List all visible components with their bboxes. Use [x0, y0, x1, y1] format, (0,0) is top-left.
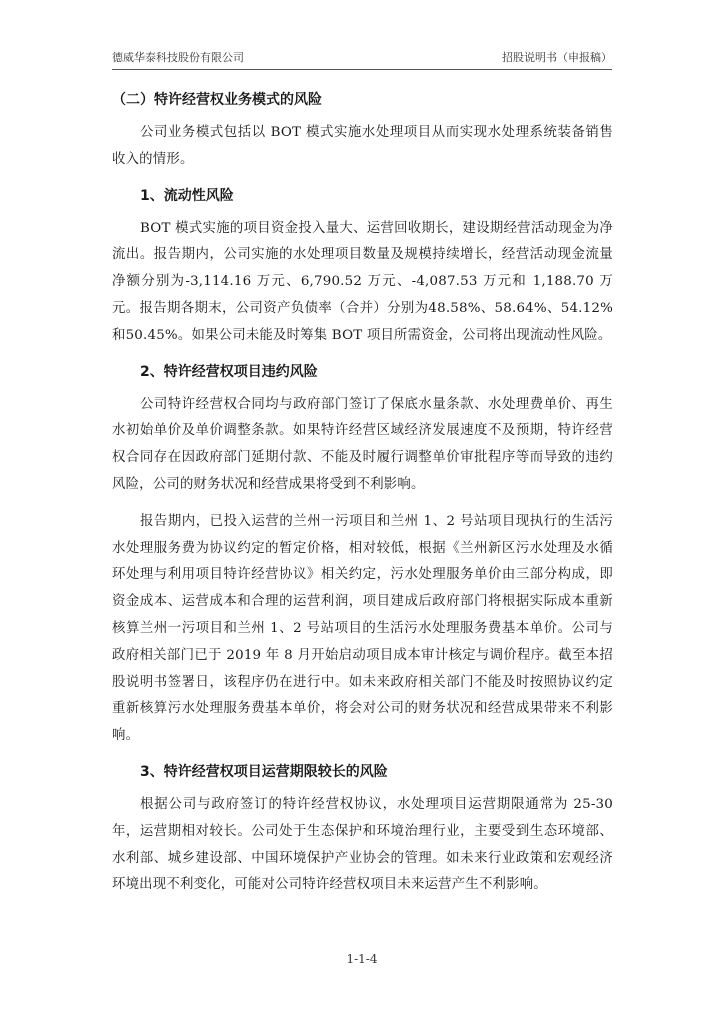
- section-intro: 公司业务模式包括以 BOT 模式实施水处理项目从而实现水处理系统装备销售收入的情形。: [112, 125, 613, 167]
- paragraph-default-2: 报告期内，已投入运营的兰州一污项目和兰州 1、2 号站项目现执行的生活污水处理服务费为协议约定的暂定价格，相对较低，根据《兰州新区污水处理及水循环处理与利用项目特许经营协议》相关约定，污水处理服务单价由三部分构成，即资金成本、运营成本和合理的运营利润，项目建成后政府部门将根据实际成本重新核算兰州一污项目和兰州 1、2 号站项目的生活污水处理服务费基本单价。公司与政府相关部门已于 2019 年 8 月开始启动项目成本审计核定与调价程序。截至本招股说明书签署日，该程序仍在进行中。如未来政府相关部门不能及时按照协议约定重新核算污水处理服务费基本单价，将会对公司的财务状况和经营成果带来不利影响。: [112, 513, 613, 744]
- header-doc-type: 招股说明书（申报稿）: [502, 51, 612, 64]
- paragraph-liquidity: BOT 模式实施的项目资金投入量大、运营回收期长，建设期经营活动现金为净流出。报告期内，公司实施的水处理项目数量及规模持续增长，经营活动现金流量净额分别为-3,114.16 万元、6,790.52 万元、-4,087.53 万元和 1,188.70 万元。报告期各期末，公司资产负债率（合并）分别为48.58%、58.64%、54.12%和50.45%。如果公司未能及时筹集 BOT 项目所需资金，公司将出现流动性风险。: [112, 220, 613, 343]
- page-number: 1-1-4: [346, 952, 378, 966]
- paragraph-long-term: 根据公司与政府签订的特许经营权协议，水处理项目运营期限通常为 25-30 年，运营期相对较长。公司处于生态保护和环境治理行业，主要受到生态环境部、水利部、城乡建设部、中国环境保护产业协会的管理。如未来行业政策和宏观经济环境出现不利变化，可能对公司特许经营权项目未来运营产生不利影响。: [112, 796, 613, 893]
- subsection-title-long-term: 3、特许经营权项目运营期限较长的风险: [140, 763, 388, 780]
- header-company: 德威华泰科技股份有限公司: [112, 51, 244, 64]
- subsection-title-default: 2、特许经营权项目违约风险: [140, 363, 318, 380]
- page-body: [112, 86, 613, 909]
- subsection-title-liquidity: 1、流动性风险: [140, 187, 234, 204]
- page-header: [112, 50, 612, 66]
- paragraph-default-1: 公司特许经营权合同均与政府部门签订了保底水量条款、水处理费单价、再生水初始单价及单价调整条款。如果特许经营区域经济发展速度不及预期，特许经营权合同存在因政府部门延期付款、不能及时履行调整单价审批程序等而导致的违约风险，公司的财务状况和经营成果将受到不利影响。: [112, 396, 613, 492]
- section-title: （二）特许经营权业务模式的风险: [112, 92, 322, 108]
- header-rule: [112, 69, 612, 70]
